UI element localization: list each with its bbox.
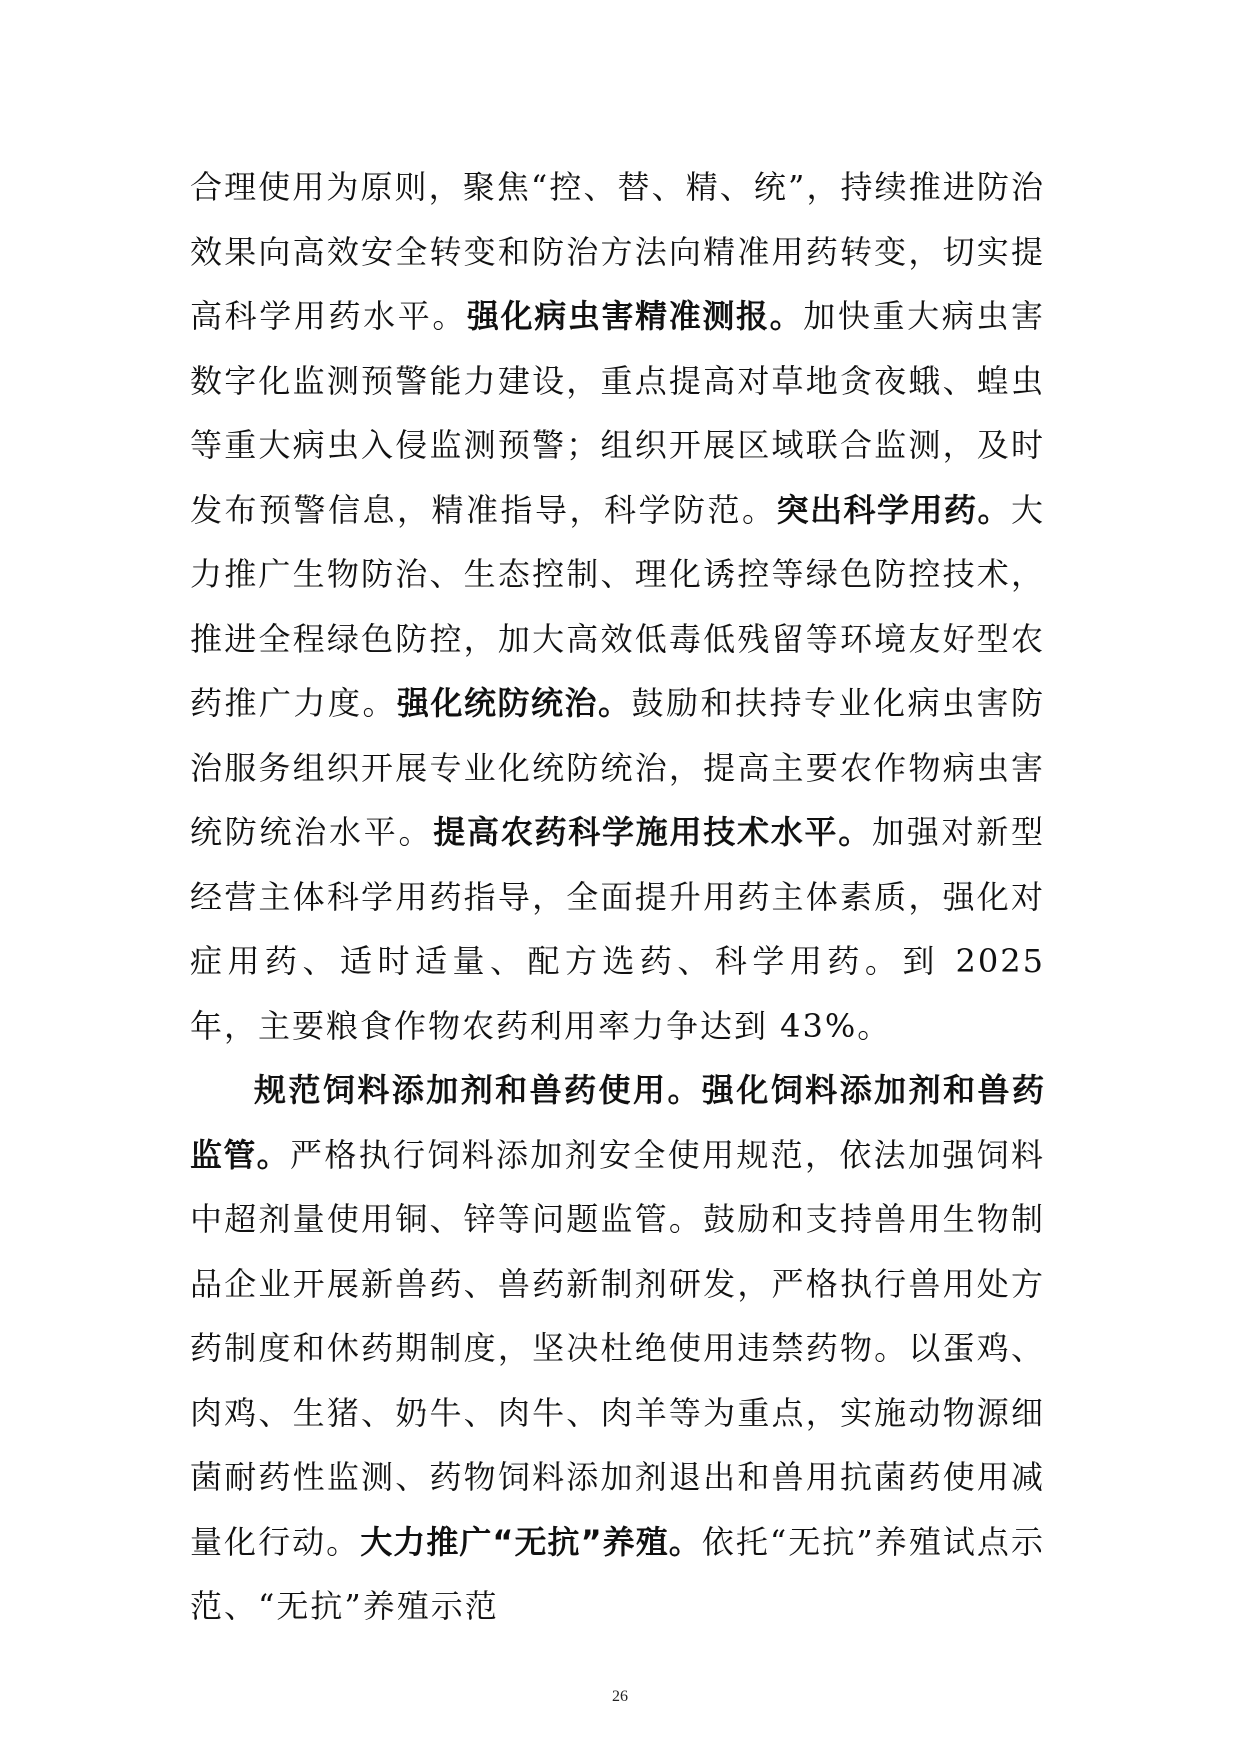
bold-heading-run: 规范饲料添加剂和兽药使用。强化饲料添加剂和兽药监管。: [190, 1071, 1045, 1174]
body-text-run: 依托“无抗”养殖试点示范、“无抗”养殖示范: [190, 1522, 1045, 1625]
bold-heading-run: 强化统防统治。: [397, 684, 632, 722]
body-text-run: 加快重大病虫害数字化监测预警能力建设，重点提高对草地贪夜蛾、蝗虫等重大病虫入侵监测预警；组织开展区域联合监测，及时发布预警信息，精准指导，科学防范。: [190, 297, 1045, 529]
page-number: 26: [612, 1688, 628, 1705]
bold-heading-run: 强化病虫害精准测报。: [467, 297, 804, 335]
bold-heading-run: 突出科学用药。: [776, 490, 1011, 529]
body-text-run: 大力推广生物防治、生态控制、理化诱控等绿色防控技术，推进全程绿色防控，加大高效低毒低残留等环境友好型农药推广力度。: [190, 490, 1045, 722]
bold-heading-run: 提高农药科学施用技术水平。: [433, 813, 872, 851]
body-text-run: 严格执行饲料添加剂安全使用规范，依法加强饲料中超剂量使用铜、锌等问题监管。鼓励和支持兽用生物制品企业开展新兽药、兽药新制剂研发，严格执行兽用处方药制度和休药期制度，坚决杜绝使用违禁药物。以蛋鸡、肉鸡、生猪、奶牛、肉牛、肉羊等为重点，实施动物源细菌耐药性监测、药物饲料添加剂退出和兽用抗菌药使用减量化行动。: [190, 1135, 1045, 1561]
paragraph-feed-additives: [190, 1058, 1045, 1639]
bold-heading-run: 大力推广“无抗”养殖。: [360, 1522, 702, 1561]
paragraph-pesticide-use: [190, 155, 1045, 1058]
body-text-run: 加强对新型经营主体科学用药指导，全面提升用药主体素质，强化对症用药、适时适量、配方选药、科学用药。到 2025 年，主要粮食作物农药利用率力争达到 43%。: [190, 813, 1045, 1045]
body-text-run: 合理使用为原则，聚焦“控、替、精、统”，持续推进防治效果向高效安全转变和防治方法向精准用药转变，切实提高科学用药水平。: [190, 168, 1045, 335]
body-text-run: 鼓励和扶持专业化病虫害防治服务组织开展专业化统防统治，提高主要农作物病虫害统防统治水平。: [190, 684, 1045, 851]
document-body: [190, 155, 1045, 1639]
